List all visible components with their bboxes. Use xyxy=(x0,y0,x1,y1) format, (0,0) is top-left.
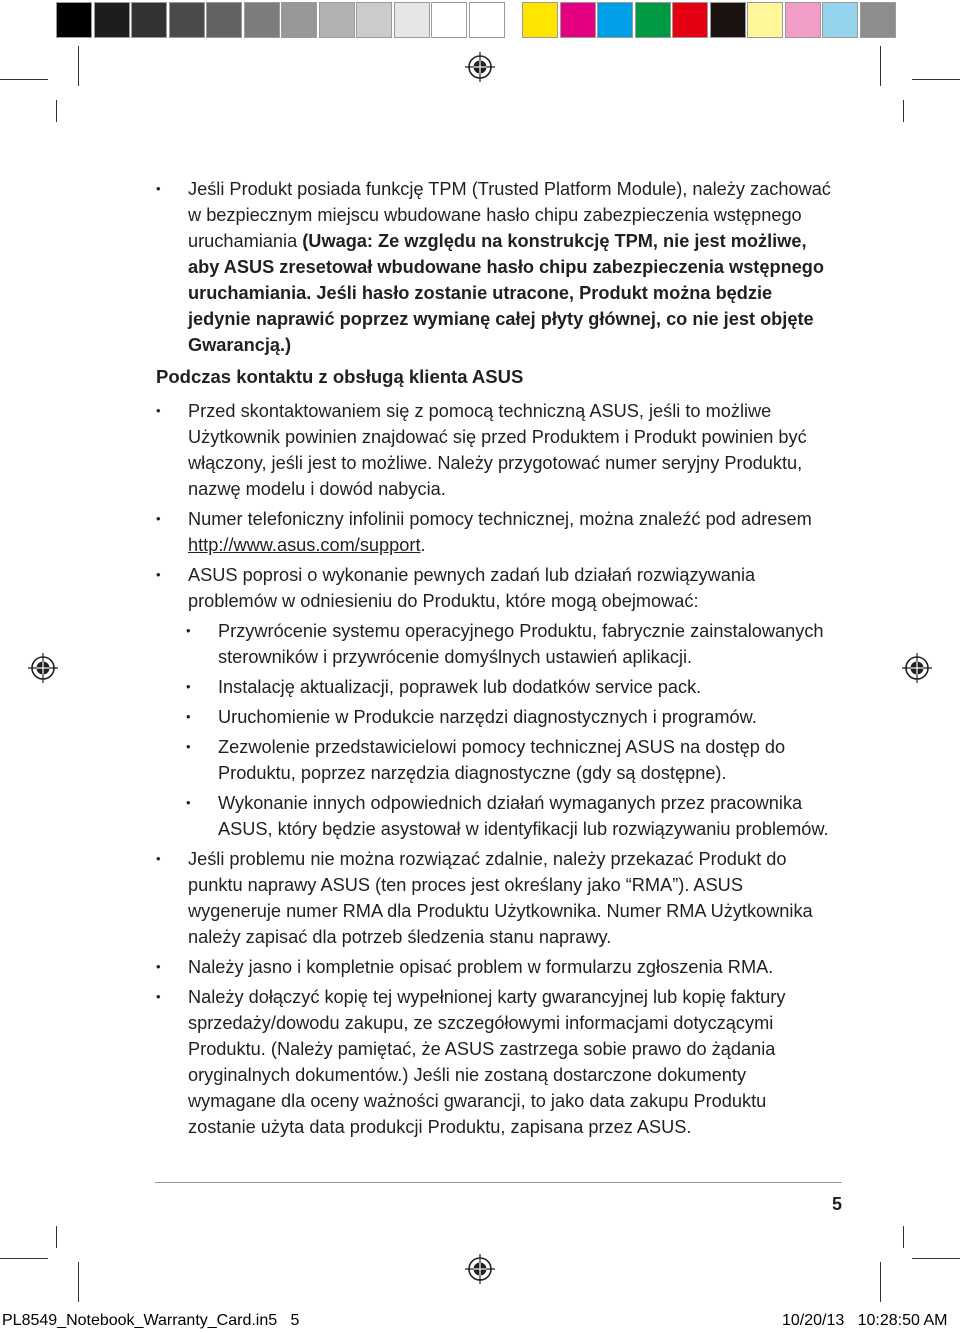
crop-mark xyxy=(0,1258,48,1259)
color-swatch xyxy=(747,2,783,38)
list-item-support-url: • Numer telefoniczny infolinii pomocy technicznej, można znaleźć pod adresem http://www.asus.com/support. xyxy=(156,506,836,558)
support-link[interactable]: http://www.asus.com/support xyxy=(188,535,421,555)
crop-mark xyxy=(903,100,904,122)
color-swatch xyxy=(281,2,317,38)
color-swatch xyxy=(822,2,858,38)
sub-list-item: • Zezwolenie przedstawicielowi pomocy technicznej ASUS na dostęp do Produktu, poprzez narzędzia diagnostyczne (gdy są dostępne). xyxy=(186,734,836,786)
list-item: • Przed skontaktowaniem się z pomocą techniczną ASUS, jeśli to możliwe Użytkownik powinien znajdować się przed Produktem i Produkt powinien być włączony, jeśli jest to możliwe. Należy przygotować numer seryjny Produktu, nazwę modelu i dowód nabycia. xyxy=(156,398,836,502)
crop-mark xyxy=(880,46,881,86)
color-swatch xyxy=(469,2,505,38)
sub-list-item: • Wykonanie innych odpowiednich działań wymaganych przez pracownika ASUS, który będzie asystował w identyfikacji lub rozwiązywaniu problemów. xyxy=(186,790,836,842)
sub-list-item: • Uruchomienie w Produkcie narzędzi diagnostycznych i programów. xyxy=(186,704,836,730)
color-swatch xyxy=(431,2,467,38)
crop-mark xyxy=(903,1226,904,1248)
crop-mark xyxy=(880,1262,881,1302)
sub-list-item: • Przywrócenie systemu operacyjnego Produktu, fabrycznie zainstalowanych sterowników i przywrócenie domyślnych ustawień aplikacji. xyxy=(186,618,836,670)
sub-list-item: • Instalację aktualizacji, poprawek lub dodatków service pack. xyxy=(186,674,836,700)
page-number: 5 xyxy=(831,1194,842,1214)
color-swatch xyxy=(244,2,280,38)
color-swatch xyxy=(522,2,558,38)
registration-mark-icon xyxy=(28,653,58,683)
slug-timestamp: 10/20/13 10:28:50 AM xyxy=(782,1312,948,1329)
color-swatch xyxy=(394,2,430,38)
color-swatch xyxy=(710,2,746,38)
crop-mark xyxy=(78,46,79,86)
color-swatch xyxy=(597,2,633,38)
color-swatch xyxy=(169,2,205,38)
list-item: • ASUS poprosi o wykonanie pewnych zadań lub działań rozwiązywania problemów w odniesieniu do Produktu, które mogą obejmować: xyxy=(156,562,836,614)
crop-mark xyxy=(912,79,960,80)
crop-mark xyxy=(56,100,57,122)
footer-rule xyxy=(155,1182,842,1183)
list-item: • Należy jasno i kompletnie opisać problem w formularzu zgłoszenia RMA. xyxy=(156,954,836,980)
registration-mark-icon xyxy=(465,1254,495,1284)
color-swatch xyxy=(785,2,821,38)
color-swatch xyxy=(94,2,130,38)
document-body xyxy=(156,176,836,1144)
color-swatch xyxy=(131,2,167,38)
color-swatch xyxy=(56,2,92,38)
registration-mark-icon xyxy=(465,52,495,82)
color-swatch xyxy=(635,2,671,38)
section-heading: Podczas kontaktu z obsługą klienta ASUS xyxy=(156,366,524,387)
crop-mark xyxy=(912,1258,960,1259)
list-item: • Należy dołączyć kopię tej wypełnionej karty gwarancyjnej lub kopię faktury sprzedaży/dowodu zakupu, ze szczegółowymi informacjami dotyczącymi Produktu. (Należy pamiętać, że ASUS zastrzega sobie prawo do żądania oryginalnych dokumentów.) Jeśli nie zostaną dostarczone dokumenty wymagane dla oceny ważności gwarancji, to jako data zakupu Produktu zostanie użyta data produkcji Produktu, zapisana przez ASUS. xyxy=(156,984,836,1140)
color-swatch xyxy=(860,2,896,38)
registration-mark-icon xyxy=(902,653,932,683)
list-item-tpm: • Jeśli Produkt posiada funkcję TPM (Trusted Platform Module), należy zachować w bezpiecznym miejscu wbudowane hasło chipu zabezpieczenia wstępnego uruchamiania (Uwaga: Ze względu na konstrukcję TPM, nie jest możliwe, aby ASUS zresetował wbudowane hasło chipu zabezpieczenia wstępnego uruchamiania. Jeśli hasło zostanie utracone, Produkt można będzie jedynie naprawić poprzez wymianę całej płyty głównej, co nie jest objęte Gwarancją.) xyxy=(156,176,836,358)
crop-mark xyxy=(56,1226,57,1248)
crop-mark xyxy=(0,79,48,80)
color-swatch xyxy=(560,2,596,38)
list-item: • Jeśli problemu nie można rozwiązać zdalnie, należy przekazać Produkt do punktu naprawy ASUS (ten proces jest określany jako “RMA”). ASUS wygeneruje numer RMA dla Produktu Użytkownika. Numer RMA Użytkownika należy zapisać dla potrzeb śledzenia stanu naprawy. xyxy=(156,846,836,950)
crop-mark xyxy=(78,1262,79,1302)
color-swatch xyxy=(319,2,355,38)
color-swatch xyxy=(206,2,242,38)
color-swatch xyxy=(672,2,708,38)
slug-filename: PL8549_Notebook_Warranty_Card.in5 5 xyxy=(2,1312,300,1329)
color-swatch xyxy=(356,2,392,38)
